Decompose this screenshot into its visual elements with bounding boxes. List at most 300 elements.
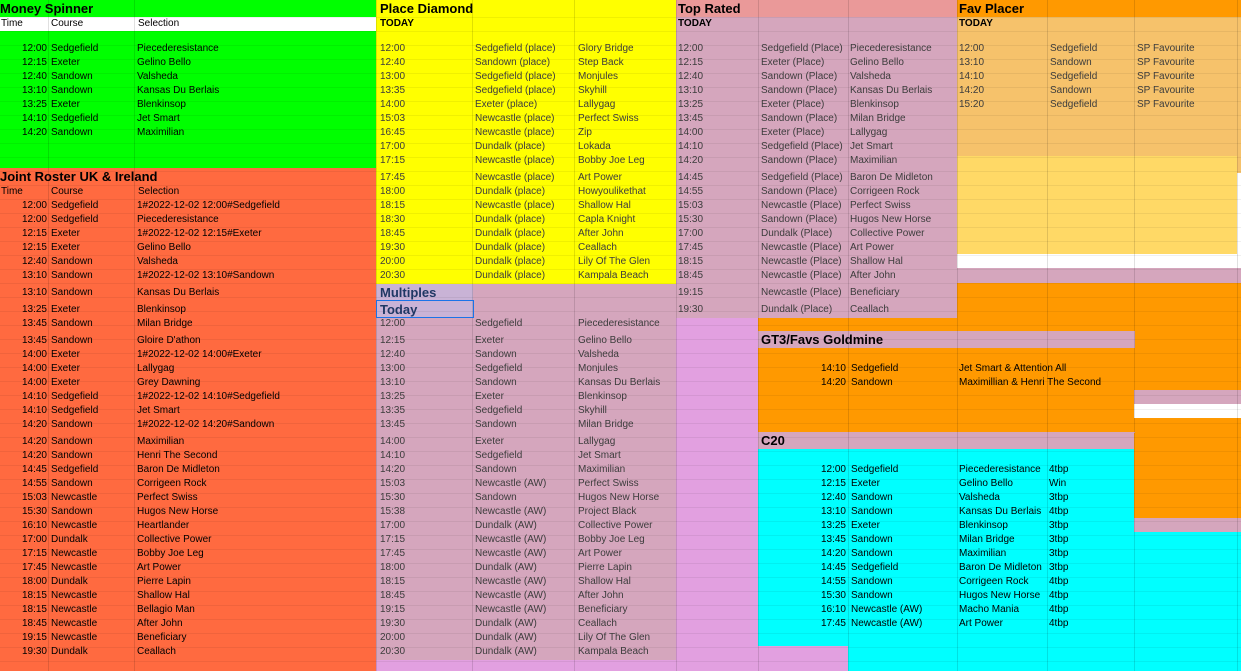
multiples-time[interactable]: 18:15 [380,576,406,587]
multiples-time[interactable]: 12:15 [380,335,406,346]
fav-placer-selection[interactable]: SP Favourite [1137,43,1195,54]
c20-result[interactable]: 4tbp [1049,590,1069,601]
c20-course[interactable]: Sandown [851,506,893,517]
fav-placer-course[interactable]: Sandown [1050,57,1092,68]
joint-roster-time[interactable]: 12:15 [21,228,47,239]
joint-roster-course[interactable]: Newcastle [51,562,98,573]
top-rated-time[interactable]: 19:30 [678,304,704,315]
money-spinner-time[interactable]: 12:40 [21,71,47,82]
top-rated-course[interactable]: Dundalk (Place) [761,304,833,315]
place-diamond-selection[interactable]: Kampala Beach [578,270,649,281]
joint-roster-course[interactable]: Sandown [51,287,93,298]
joint-roster-selection[interactable]: Collective Power [137,534,212,545]
multiples-selection[interactable]: Piecederesistance [578,318,660,329]
joint-roster-course[interactable]: Dundalk [51,646,88,657]
money-spinner-time[interactable]: 12:15 [21,57,47,68]
joint-roster-time[interactable]: 14:00 [21,349,47,360]
joint-roster-selection[interactable]: Kansas Du Berlais [137,287,220,298]
fav-placer-time[interactable]: 13:10 [959,57,985,68]
joint-roster-time[interactable]: 14:20 [21,419,47,430]
top-rated-course[interactable]: Exeter (Place) [761,127,825,138]
joint-roster-time[interactable]: 14:20 [21,450,47,461]
joint-roster-course[interactable]: Newcastle [51,548,98,559]
joint-roster-time[interactable]: 13:45 [21,335,47,346]
joint-roster-time[interactable]: 14:10 [21,405,47,416]
c20-result[interactable]: 4tbp [1049,576,1069,587]
multiples-time[interactable]: 13:00 [380,363,406,374]
joint-roster-time[interactable]: 17:45 [21,562,47,573]
multiples-course[interactable]: Dundalk (AW) [475,562,537,573]
multiples-selection[interactable]: Shallow Hal [578,576,631,587]
joint-roster-selection[interactable]: Lallygag [137,363,175,374]
place-diamond-selection[interactable]: After John [578,228,624,239]
joint-roster-course[interactable]: Exeter [51,363,80,374]
joint-roster-time[interactable]: 12:00 [21,214,47,225]
multiples-course[interactable]: Dundalk (AW) [475,646,537,657]
joint-roster-time[interactable]: 16:10 [21,520,47,531]
place-diamond-time[interactable]: 13:35 [380,85,406,96]
joint-roster-time[interactable]: 14:55 [21,478,47,489]
top-rated-selection[interactable]: Beneficiary [850,287,900,298]
multiples-selection[interactable]: Art Power [578,548,622,559]
joint-roster-time[interactable]: 12:15 [21,242,47,253]
c20-selection[interactable]: Maximilian [959,548,1007,559]
multiples-course[interactable]: Sedgefield [475,405,523,416]
c20-time[interactable]: 16:10 [820,604,846,615]
top-rated-selection[interactable]: Gelino Bello [850,57,904,68]
place-diamond-course[interactable]: Dundalk (place) [475,228,546,239]
joint-roster-course[interactable]: Sedgefield [51,214,99,225]
top-rated-time[interactable]: 17:45 [678,242,704,253]
place-diamond-time[interactable]: 15:03 [380,113,406,124]
joint-roster-selection[interactable]: Jet Smart [137,405,180,416]
place-diamond-selection[interactable]: Zip [578,127,592,138]
joint-roster-selection[interactable]: Grey Dawning [137,377,201,388]
top-rated-selection[interactable]: Ceallach [850,304,889,315]
top-rated-selection[interactable]: Milan Bridge [850,113,906,124]
joint-roster-time[interactable]: 18:15 [21,590,47,601]
c20-selection[interactable]: Art Power [959,618,1003,629]
c20-selection[interactable]: Gelino Bello [959,478,1013,489]
place-diamond-course[interactable]: Sedgefield (place) [475,71,556,82]
multiples-selection[interactable]: Perfect Swiss [578,478,639,489]
multiples-selection[interactable]: Project Black [578,506,637,517]
money-spinner-selection[interactable]: Kansas Du Berlais [137,85,220,96]
joint-roster-time[interactable]: 19:15 [21,632,47,643]
fav-placer-time[interactable]: 12:00 [959,43,985,54]
place-diamond-time[interactable]: 20:30 [380,270,406,281]
place-diamond-time[interactable]: 12:00 [380,43,406,54]
joint-roster-selection[interactable]: Corrigeen Rock [137,478,207,489]
place-diamond-course[interactable]: Newcastle (place) [475,127,555,138]
multiples-time[interactable]: 14:10 [380,450,406,461]
top-rated-time[interactable]: 14:20 [678,155,704,166]
multiples-time[interactable]: 15:03 [380,478,406,489]
fav-placer-time[interactable]: 14:20 [959,85,985,96]
joint-roster-selection[interactable]: Ceallach [137,646,176,657]
place-diamond-course[interactable]: Sedgefield (place) [475,43,556,54]
c20-selection[interactable]: Milan Bridge [959,534,1015,545]
place-diamond-time[interactable]: 14:00 [380,99,406,110]
joint-roster-time[interactable]: 13:10 [21,287,47,298]
top-rated-time[interactable]: 12:15 [678,57,704,68]
multiples-time[interactable]: 14:00 [380,436,406,447]
c20-selection[interactable]: Hugos New Horse [959,590,1041,601]
place-diamond-time[interactable]: 17:45 [380,172,406,183]
place-diamond-selection[interactable]: Ceallach [578,242,617,253]
c20-result[interactable]: 4tbp [1049,618,1069,629]
joint-roster-selection[interactable]: Gloire D'athon [137,335,201,346]
joint-roster-course[interactable]: Sandown [51,256,93,267]
multiples-time[interactable]: 17:45 [380,548,406,559]
joint-roster-course[interactable]: Newcastle [51,590,98,601]
top-rated-time[interactable]: 14:00 [678,127,704,138]
joint-roster-selection[interactable]: Maximilian [137,436,185,447]
multiples-course[interactable]: Dundalk (AW) [475,618,537,629]
joint-roster-course[interactable]: Sandown [51,436,93,447]
joint-roster-selection[interactable]: Valsheda [137,256,178,267]
multiples-selection[interactable]: After John [578,590,624,601]
c20-result[interactable]: 3tbp [1049,548,1069,559]
c20-course[interactable]: Exeter [851,478,880,489]
multiples-subtitle[interactable]: Today [380,302,418,317]
multiples-time[interactable]: 12:40 [380,349,406,360]
multiples-selection[interactable]: Lily Of The Glen [578,632,651,643]
top-rated-time[interactable]: 18:15 [678,256,704,267]
fav-placer-selection[interactable]: SP Favourite [1137,71,1195,82]
joint-roster-time[interactable]: 18:00 [21,576,47,587]
multiples-course[interactable]: Newcastle (AW) [475,506,547,517]
c20-course[interactable]: Newcastle (AW) [851,604,923,615]
c20-time[interactable]: 12:15 [820,478,846,489]
money-spinner-course[interactable]: Exeter [51,57,80,68]
c20-time[interactable]: 14:20 [820,548,846,559]
joint-roster-time[interactable]: 12:40 [21,256,47,267]
joint-roster-selection[interactable]: Hugos New Horse [137,506,219,517]
c20-time[interactable]: 12:40 [820,492,846,503]
joint-roster-course[interactable]: Sandown [51,450,93,461]
place-diamond-course[interactable]: Exeter (place) [475,99,538,110]
joint-roster-time[interactable]: 14:20 [21,436,47,447]
multiples-selection[interactable]: Jet Smart [578,450,621,461]
money-spinner-course[interactable]: Sandown [51,85,93,96]
joint-roster-course[interactable]: Sandown [51,419,93,430]
place-diamond-selection[interactable]: Step Back [578,57,624,68]
top-rated-course[interactable]: Newcastle (Place) [761,287,842,298]
money-spinner-selection[interactable]: Jet Smart [137,113,180,124]
place-diamond-selection[interactable]: Perfect Swiss [578,113,639,124]
c20-result[interactable]: 3tbp [1049,492,1069,503]
top-rated-time[interactable]: 13:10 [678,85,704,96]
c20-course[interactable]: Sandown [851,548,893,559]
joint-roster-selection[interactable]: Beneficiary [137,632,187,643]
c20-selection[interactable]: Blenkinsop [959,520,1008,531]
place-diamond-course[interactable]: Sandown (place) [475,57,551,68]
multiples-course[interactable]: Dundalk (AW) [475,520,537,531]
multiples-time[interactable]: 13:45 [380,419,406,430]
joint-roster-time[interactable]: 15:30 [21,506,47,517]
money-spinner-course[interactable]: Exeter [51,99,80,110]
top-rated-course[interactable]: Sedgefield (Place) [761,172,843,183]
place-diamond-selection[interactable]: Capla Knight [578,214,636,225]
top-rated-time[interactable]: 12:40 [678,71,704,82]
joint-roster-selection[interactable]: Piecederesistance [137,214,219,225]
joint-roster-time[interactable]: 18:15 [21,604,47,615]
multiples-course[interactable]: Sedgefield [475,318,523,329]
multiples-course[interactable]: Exeter [475,335,504,346]
joint-roster-course[interactable]: Exeter [51,242,80,253]
joint-roster-course[interactable]: Newcastle [51,492,98,503]
multiples-title[interactable]: Multiples [380,285,437,300]
multiples-selection[interactable]: Maximilian [578,464,626,475]
joint-roster-time[interactable]: 12:00 [21,200,47,211]
top-rated-course[interactable]: Sandown (Place) [761,186,838,197]
joint-roster-time[interactable]: 14:10 [21,391,47,402]
place-diamond-course[interactable]: Newcastle (place) [475,172,555,183]
top-rated-selection[interactable]: Maximilian [850,155,898,166]
multiples-selection[interactable]: Ceallach [578,618,617,629]
c20-time[interactable]: 13:25 [820,520,846,531]
top-rated-selection[interactable]: Hugos New Horse [850,214,932,225]
top-rated-course[interactable]: Sandown (Place) [761,155,838,166]
money-spinner-selection[interactable]: Blenkinsop [137,99,186,110]
joint-roster-selection[interactable]: 1#2022-12-02 14:20#Sandown [137,419,275,430]
multiples-course[interactable]: Sandown [475,349,517,360]
fav-placer-selection[interactable]: SP Favourite [1137,99,1195,110]
multiples-selection[interactable]: Blenkinsop [578,391,627,402]
c20-course[interactable]: Newcastle (AW) [851,618,923,629]
joint-roster-time[interactable]: 13:25 [21,304,47,315]
joint-roster-course[interactable]: Sedgefield [51,391,99,402]
top-rated-course[interactable]: Sandown (Place) [761,113,838,124]
top-rated-selection[interactable]: Piecederesistance [850,43,932,54]
joint-roster-time[interactable]: 13:10 [21,270,47,281]
multiples-selection[interactable]: Kampala Beach [578,646,649,657]
c20-selection[interactable]: Macho Mania [959,604,1020,615]
joint-roster-course[interactable]: Exeter [51,228,80,239]
joint-roster-course[interactable]: Sandown [51,270,93,281]
c20-course[interactable]: Sedgefield [851,464,899,475]
joint-roster-course[interactable]: Newcastle [51,520,98,531]
money-spinner-time[interactable]: 14:10 [21,113,47,124]
multiples-time[interactable]: 19:15 [380,604,406,615]
place-diamond-selection[interactable]: Shallow Hal [578,200,631,211]
multiples-course[interactable]: Sandown [475,419,517,430]
top-rated-course[interactable]: Sandown (Place) [761,85,838,96]
place-diamond-selection[interactable]: Monjules [578,71,619,82]
joint-roster-time[interactable]: 15:03 [21,492,47,503]
place-diamond-time[interactable]: 18:00 [380,186,406,197]
fav-placer-course[interactable]: Sedgefield [1050,43,1098,54]
top-rated-time[interactable]: 15:03 [678,200,704,211]
goldmine-course[interactable]: Sedgefield [851,363,899,374]
fav-placer-course[interactable]: Sedgefield [1050,71,1098,82]
joint-roster-course[interactable]: Sedgefield [51,200,99,211]
money-spinner-time[interactable]: 12:00 [21,43,47,54]
place-diamond-course[interactable]: Dundalk (place) [475,141,546,152]
multiples-course[interactable]: Sedgefield [475,363,523,374]
place-diamond-time[interactable]: 17:00 [380,141,406,152]
place-diamond-selection[interactable]: Skyhill [578,85,607,96]
c20-course[interactable]: Sandown [851,576,893,587]
c20-time[interactable]: 12:00 [820,464,846,475]
joint-roster-time[interactable]: 18:45 [21,618,47,629]
multiples-selection[interactable]: Lallygag [578,436,616,447]
fav-placer-time[interactable]: 14:10 [959,71,985,82]
place-diamond-course[interactable]: Dundalk (place) [475,270,546,281]
money-spinner-selection[interactable]: Gelino Bello [137,57,191,68]
c20-result[interactable]: 4tbp [1049,506,1069,517]
top-rated-course[interactable]: Exeter (Place) [761,57,825,68]
c20-time[interactable]: 13:10 [820,506,846,517]
goldmine-selection[interactable]: Jet Smart & Attention All [959,363,1067,374]
place-diamond-selection[interactable]: Glory Bridge [578,43,634,54]
top-rated-time[interactable]: 14:55 [678,186,704,197]
joint-roster-course[interactable]: Newcastle [51,618,98,629]
money-spinner-time[interactable]: 14:20 [21,127,47,138]
c20-result[interactable]: 4tbp [1049,464,1069,475]
joint-roster-time[interactable]: 17:15 [21,548,47,559]
joint-roster-selection[interactable]: Gelino Bello [137,242,191,253]
multiples-time[interactable]: 20:00 [380,632,406,643]
goldmine-time[interactable]: 14:10 [820,363,846,374]
top-rated-selection[interactable]: Valsheda [850,71,891,82]
fav-placer-course[interactable]: Sedgefield [1050,99,1098,110]
money-spinner-selection[interactable]: Valsheda [137,71,178,82]
top-rated-selection[interactable]: After John [850,270,896,281]
multiples-course[interactable]: Sandown [475,492,517,503]
top-rated-time[interactable]: 15:30 [678,214,704,225]
multiples-course[interactable]: Newcastle (AW) [475,534,547,545]
multiples-course[interactable]: Sandown [475,464,517,475]
joint-roster-selection[interactable]: 1#2022-12-02 12:15#Exeter [137,228,262,239]
fav-placer-time[interactable]: 15:20 [959,99,985,110]
money-spinner-course[interactable]: Sandown [51,127,93,138]
multiples-time[interactable]: 18:45 [380,590,406,601]
c20-result[interactable]: 3tbp [1049,534,1069,545]
multiples-course[interactable]: Sandown [475,377,517,388]
top-rated-selection[interactable]: Baron De Midleton [850,172,933,183]
multiples-selection[interactable]: Valsheda [578,349,619,360]
top-rated-course[interactable]: Newcastle (Place) [761,242,842,253]
multiples-selection[interactable]: Hugos New Horse [578,492,660,503]
multiples-time[interactable]: 13:25 [380,391,406,402]
multiples-selection[interactable]: Bobby Joe Leg [578,534,645,545]
c20-time[interactable]: 14:45 [820,562,846,573]
multiples-selection[interactable]: Skyhill [578,405,607,416]
joint-roster-selection[interactable]: After John [137,618,183,629]
joint-roster-course[interactable]: Dundalk [51,576,88,587]
joint-roster-course[interactable]: Sedgefield [51,405,99,416]
place-diamond-selection[interactable]: Lily Of The Glen [578,256,651,267]
multiples-time[interactable]: 12:00 [380,318,406,329]
top-rated-course[interactable]: Newcastle (Place) [761,270,842,281]
multiples-time[interactable]: 19:30 [380,618,406,629]
joint-roster-course[interactable]: Exeter [51,377,80,388]
multiples-time[interactable]: 13:35 [380,405,406,416]
money-spinner-course[interactable]: Sandown [51,71,93,82]
multiples-selection[interactable]: Kansas Du Berlais [578,377,661,388]
top-rated-selection[interactable]: Jet Smart [850,141,893,152]
place-diamond-course[interactable]: Newcastle (place) [475,200,555,211]
c20-time[interactable]: 14:55 [820,576,846,587]
c20-course[interactable]: Sedgefield [851,562,899,573]
joint-roster-selection[interactable]: Blenkinsop [137,304,186,315]
place-diamond-time[interactable]: 13:00 [380,71,406,82]
place-diamond-course[interactable]: Newcastle (place) [475,155,555,166]
joint-roster-course[interactable]: Exeter [51,349,80,360]
top-rated-selection[interactable]: Perfect Swiss [850,200,911,211]
joint-roster-selection[interactable]: Bobby Joe Leg [137,548,204,559]
top-rated-selection[interactable]: Shallow Hal [850,256,903,267]
joint-roster-selection[interactable]: Baron De Midleton [137,464,220,475]
place-diamond-selection[interactable]: Lokada [578,141,611,152]
joint-roster-time[interactable]: 17:00 [21,534,47,545]
joint-roster-selection[interactable]: 1#2022-12-02 14:10#Sedgefield [137,391,280,402]
goldmine-course[interactable]: Sandown [851,377,893,388]
place-diamond-time[interactable]: 18:30 [380,214,406,225]
place-diamond-selection[interactable]: Art Power [578,172,622,183]
joint-roster-course[interactable]: Sandown [51,506,93,517]
joint-roster-course[interactable]: Newcastle [51,632,98,643]
money-spinner-selection[interactable]: Piecederesistance [137,43,219,54]
joint-roster-selection[interactable]: Shallow Hal [137,590,190,601]
money-spinner-time[interactable]: 13:10 [21,85,47,96]
c20-course[interactable]: Sandown [851,590,893,601]
top-rated-time[interactable]: 17:00 [678,228,704,239]
top-rated-selection[interactable]: Blenkinsop [850,99,899,110]
top-rated-time[interactable]: 18:45 [678,270,704,281]
fav-placer-course[interactable]: Sandown [1050,85,1092,96]
c20-result[interactable]: 4tbp [1049,604,1069,615]
c20-selection[interactable]: Kansas Du Berlais [959,506,1042,517]
joint-roster-selection[interactable]: Art Power [137,562,181,573]
top-rated-course[interactable]: Newcastle (Place) [761,200,842,211]
joint-roster-selection[interactable]: Pierre Lapin [137,576,191,587]
place-diamond-course[interactable]: Dundalk (place) [475,242,546,253]
joint-roster-course[interactable]: Dundalk [51,534,88,545]
money-spinner-selection[interactable]: Maximilian [137,127,185,138]
c20-selection[interactable]: Corrigeen Rock [959,576,1029,587]
c20-selection[interactable]: Baron De Midleton [959,562,1042,573]
place-diamond-time[interactable]: 18:45 [380,228,406,239]
joint-roster-selection[interactable]: Bellagio Man [137,604,195,615]
multiples-time[interactable]: 20:30 [380,646,406,657]
top-rated-course[interactable]: Exeter (Place) [761,99,825,110]
multiples-course[interactable]: Newcastle (AW) [475,478,547,489]
joint-roster-course[interactable]: Exeter [51,304,80,315]
place-diamond-time[interactable]: 17:15 [380,155,406,166]
joint-roster-course[interactable]: Sandown [51,335,93,346]
top-rated-course[interactable]: Sedgefield (Place) [761,43,843,54]
top-rated-time[interactable]: 19:15 [678,287,704,298]
joint-roster-time[interactable]: 14:00 [21,363,47,374]
joint-roster-selection[interactable]: 1#2022-12-02 13:10#Sandown [137,270,275,281]
multiples-time[interactable]: 17:00 [380,520,406,531]
multiples-course[interactable]: Exeter [475,436,504,447]
top-rated-time[interactable]: 12:00 [678,43,704,54]
multiples-course[interactable]: Newcastle (AW) [475,576,547,587]
top-rated-course[interactable]: Sedgefield (Place) [761,141,843,152]
multiples-course[interactable]: Dundalk (AW) [475,632,537,643]
multiples-selection[interactable]: Pierre Lapin [578,562,632,573]
money-spinner-time[interactable]: 13:25 [21,99,47,110]
joint-roster-selection[interactable]: 1#2022-12-02 12:00#Sedgefield [137,200,280,211]
place-diamond-time[interactable]: 18:15 [380,200,406,211]
c20-time[interactable]: 17:45 [820,618,846,629]
joint-roster-time[interactable]: 14:00 [21,377,47,388]
goldmine-time[interactable]: 14:20 [820,377,846,388]
